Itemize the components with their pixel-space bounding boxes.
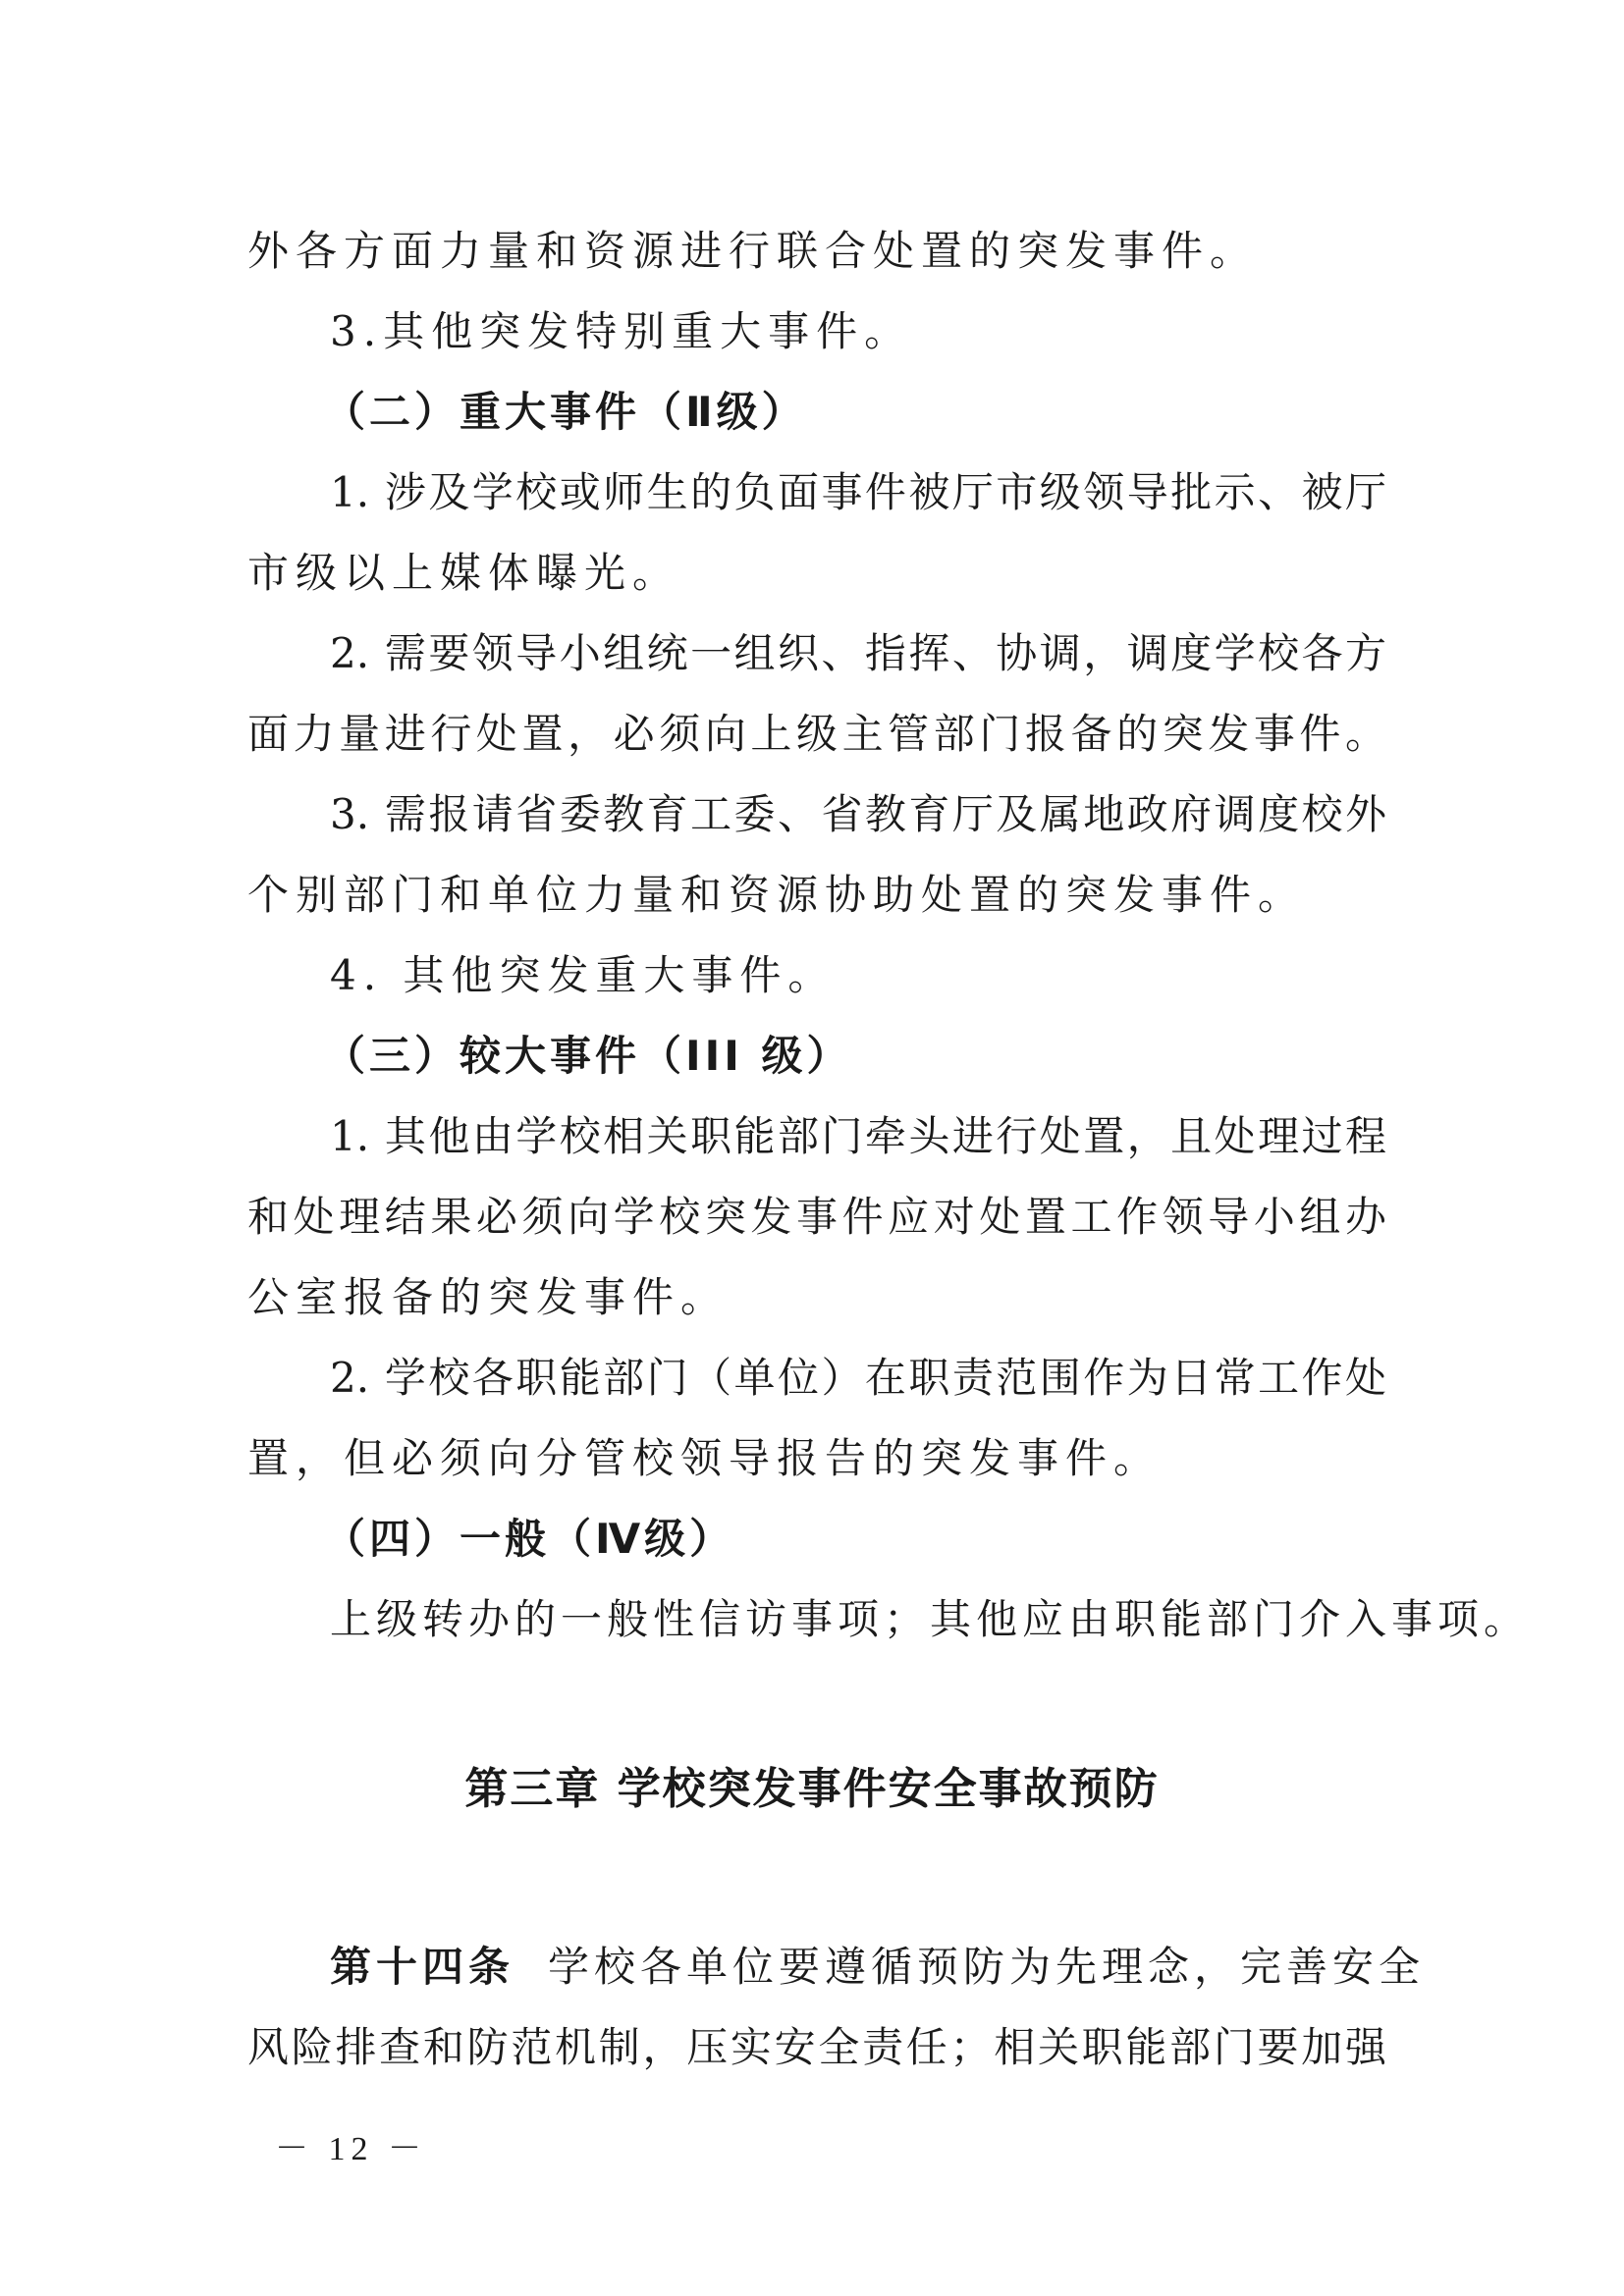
- section-heading: （三）较大事件（III 级）: [324, 1032, 852, 1080]
- article-label: 第十四条: [330, 1943, 515, 1991]
- body-line: 外各方面力量和资源进行联合处置的突发事件。: [247, 227, 1259, 275]
- chapter-title: 第三章 学校突发事件安全事故预防: [464, 1764, 1160, 1814]
- body-line: 1. 涉及学校或师生的负面事件被厅市级领导批示、被厅: [330, 468, 1386, 516]
- body-line: 市级以上媒体曝光。: [247, 549, 681, 597]
- page-number: － 12 －: [275, 2131, 427, 2167]
- body-line: 2. 需要领导小组统一组织、指挥、协调，调度学校各方: [330, 629, 1386, 677]
- body-line: 和处理结果必须向学校突发事件应对处置工作领导小组办: [247, 1193, 1386, 1241]
- body-line: 1. 其他由学校相关职能部门牵头进行处置，且处理过程: [330, 1112, 1386, 1160]
- body-line: 个别部门和单位力量和资源协助处置的突发事件。: [247, 871, 1307, 919]
- section-heading: （二）重大事件（Ⅱ级）: [324, 388, 807, 436]
- body-line: 面力量进行处置，必须向上级主管部门报备的突发事件。: [247, 710, 1386, 758]
- body-line: 4. 其他突发重大事件。: [330, 951, 837, 999]
- body-line: 公室报备的突发事件。: [247, 1273, 730, 1321]
- section-heading: （四）一般（Ⅳ级）: [324, 1515, 735, 1563]
- article-text: 学校各单位要遵循预防为先理念，完善安全: [548, 1943, 1426, 1991]
- body-line: 3.其他突发特别重大事件。: [330, 307, 913, 355]
- article-first-line: [330, 1940, 1426, 1995]
- body-line: 2. 学校各职能部门（单位）在职责范围作为日常工作处: [330, 1354, 1386, 1402]
- body-line: 上级转办的一般性信访事项；其他应由职能部门介入事项。: [330, 1595, 1531, 1643]
- body-line: 3. 需报请省委教育工委、省教育厅及属地政府调度校外: [330, 790, 1386, 838]
- body-line: 置，但必须向分管校领导报告的突发事件。: [247, 1434, 1163, 1482]
- body-line: 风险排查和防范机制，压实安全责任；相关职能部门要加强: [247, 2023, 1386, 2071]
